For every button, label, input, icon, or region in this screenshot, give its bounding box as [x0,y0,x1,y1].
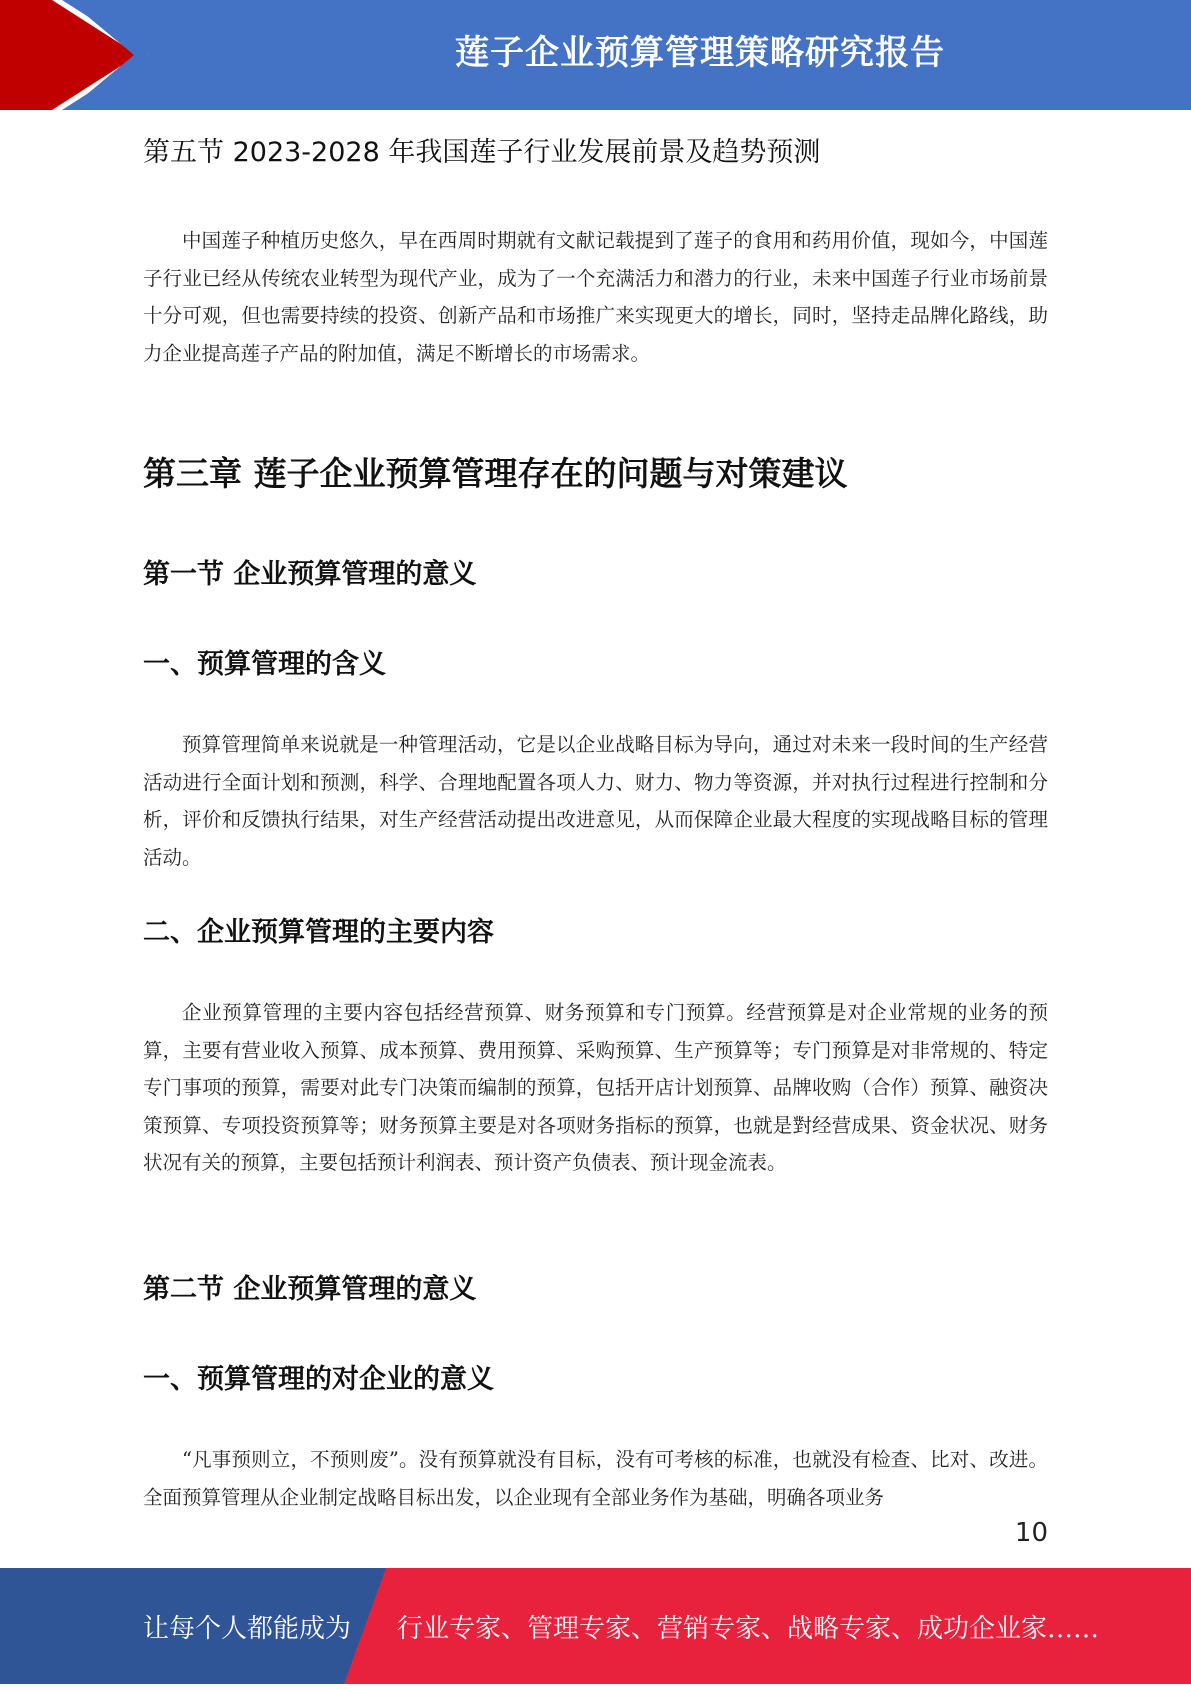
ch3-section1-heading: 第一节 企业预算管理的意义 [143,559,477,590]
section5-paragraph: 中国莲子种植历史悠久，早在西周时期就有文献记载提到了莲子的食用和药用价值，现如今，中国莲子行业已经从传统农业转型为现代产业，成为了一个充满活力和潜力的行业，未来中国莲子行业市场前景十分可观，但也需要持续的投资、创新产品和市场推广来实现更大的增长，同时，坚持走品牌化路线，助力企业提高莲子产品的附加值，满足不断增长的市场需求。 [143,229,1048,365]
page-number: 10 [1014,1518,1048,1548]
footer-slogan-right: 行业专家、管理专家、营销专家、战略专家、成功企业家…… [397,1614,1100,1644]
section5-heading: 第五节 2023-2028 年我国莲子行业发展前景及趋势预测 [143,137,821,168]
header-red-chevron-decoration [0,0,160,110]
ch3-s2-sub1-heading: 一、预算管理的对企业的意义 [143,1364,494,1395]
ch3-s1-sub2-paragraph: 企业预算管理的主要内容包括经营预算、财务预算和专门预算。经营预算是对企业常规的业务的预算，主要有营业收入预算、成本预算、费用预算、采购预算、生产预算等；专门预算是对非常规的、特定专门事项的预算，需要对此专门决策而编制的预算，包括开店计划预算、品牌收购（合作）预算、融资决策预算、专项投资预算等；财务预算主要是对各项财务指标的预算，也就是對经营成果、资金状况、财务状况有关的预算，主要包括预计利润表、预计资产负债表、预计现金流表。 [143,1001,1048,1174]
footer-banner [0,1568,1191,1684]
ch3-s1-sub1-heading: 一、预算管理的含义 [143,649,386,680]
ch3-s1-sub2-heading: 二、企业预算管理的主要内容 [143,917,494,948]
report-title: 莲子企业预算管理策略研究报告 [455,33,945,73]
ch3-s2-sub1-paragraph: “凡事预则立，不预则废”。没有预算就没有目标，没有可考核的标准，也就没有检查、比对、改进。全面预算管理从企业制定战略目标出发，以企业现有全部业务作为基础，明确各项业务 [143,1448,1048,1509]
ch3-s1-sub1-paragraph: 预算管理简单来说就是一种管理活动，它是以企业战略目标为导向，通过对未来一段时间的生产经营活动进行全面计划和预测，科学、合理地配置各项人力、财力、物力等资源，并对执行过程进行控制和分析，评价和反馈执行结果，对生产经营活动提出改进意见，从而保障企业最大程度的实现战略目标的管理活动。 [143,733,1048,869]
footer-slogan-left: 让每个人都能成为 [143,1614,352,1644]
chapter3-heading: 第三章 莲子企业预算管理存在的问题与对策建议 [143,454,848,493]
header-banner [0,0,1191,110]
ch3-section2-heading: 第二节 企业预算管理的意义 [143,1274,477,1305]
